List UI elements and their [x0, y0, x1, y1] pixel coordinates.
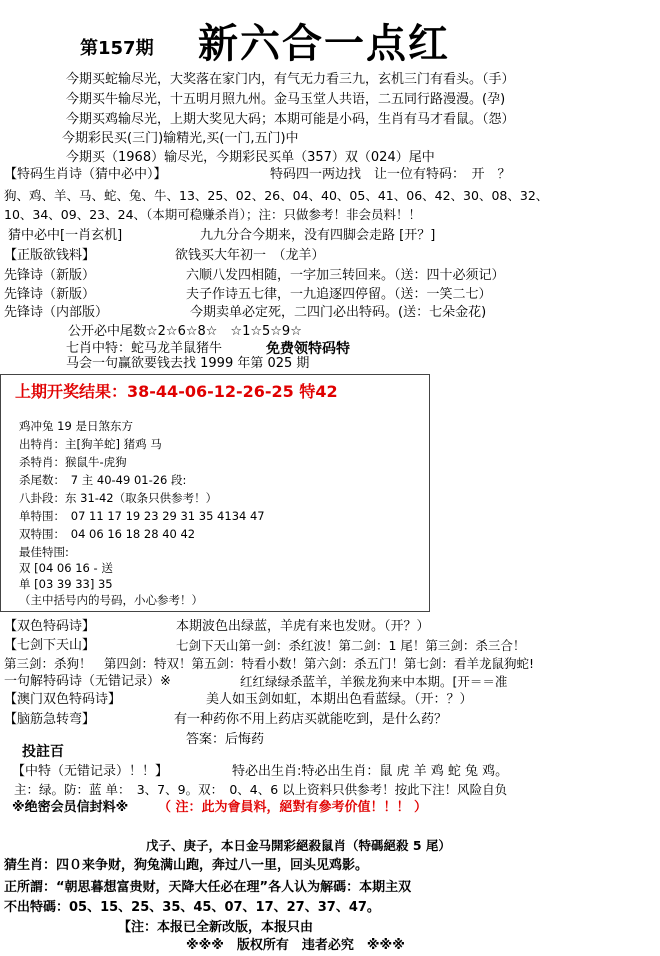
- xianfeng-label-2: 先锋诗（新版）: [4, 287, 96, 302]
- poem-line-2: 今期买牛输尽光，十五明月照九州。金马玉堂人共语，二五同行路漫漫。(孕): [66, 92, 506, 107]
- page-title: 新六合一点红: [198, 20, 450, 67]
- result-box: [0, 374, 430, 612]
- zhengban-right: 欲钱买大年初一 （龙羊）: [175, 248, 325, 263]
- xianfeng-text-3: 今期卖单必定死，二四门必出特码。(送：七朵金花): [190, 305, 487, 320]
- free-title: 免费领特码特: [266, 341, 350, 357]
- zhongte-label: 【中特（无错记录）！！】: [12, 764, 169, 779]
- poem-line-5: 今期买（1968）输尽光，今期彩民买单（357）双（024）尾中: [66, 150, 435, 165]
- gongkai-line: 公开必中尾数☆2☆6☆8☆ ☆1☆5☆9☆: [68, 324, 302, 339]
- result-numbers: 38-44-06-12-26-25 特42: [127, 382, 338, 401]
- xianfeng-label-3: 先锋诗（内部版）: [4, 305, 109, 320]
- naojin-answer: 答案：后悔药: [186, 732, 265, 747]
- result-row: 八卦段：东 31-42（取条只供参考！）: [19, 491, 218, 505]
- caisheng-line: 猜生肖：四０来争财，狗兔满山跑，奔过八一里，回头见鸡影。: [4, 858, 369, 873]
- result-row: 杀特肖：猴鼠牛-虎狗: [19, 455, 127, 469]
- xianfeng-text-2: 夫子作诗五七律，一九追逐四停留。（送：一笑二七）: [186, 287, 492, 302]
- result-row: 杀尾数： 7 主 40-49 01-26 段:: [19, 473, 187, 487]
- zhengban-heading: 【正版欲钱料】: [4, 248, 96, 263]
- result-row: 双特围： 04 06 16 18 28 40 42: [19, 527, 196, 541]
- tezhu-heading: 【特码生肖诗（猜中必中）】: [4, 167, 167, 182]
- buchu-line: 不出特碼：05、15、25、35、45、07、17、27、37、47。: [4, 900, 380, 915]
- result-row: 双 [04 06 16 - 送: [19, 561, 113, 575]
- xianfeng-text-1: 六顺八发四相随，一字加三转回来。（送：四十必须记）: [186, 268, 505, 283]
- shuangse-label: 【双色特码诗】: [4, 619, 96, 634]
- poem-line-1: 今期买蛇输尽光，大奖落在家门内，有气无力看三九，玄机三门有看头。（手）: [66, 72, 515, 87]
- nizhu-label: 投註百: [22, 744, 64, 760]
- naojin-text: 有一种药你不用上药店买就能吃到，是什么药？: [174, 712, 448, 727]
- result-row: 单特围： 07 11 17 19 23 29 31 35 4134 47: [19, 509, 265, 523]
- zhu-line: 主：绿。防：蓝 单： 3、7、9。双： 0、4、6 以上资料只供参考！按此下注！风险自负: [14, 782, 508, 797]
- result-row: （主中括号内的号码，小心参考！）: [19, 593, 203, 607]
- huiyuan-label: ※绝密会员信封料※: [12, 800, 129, 815]
- note-line: 【注：本报已全新改版，本报只由: [118, 920, 314, 935]
- result-heading: [15, 379, 338, 402]
- cai-right: 九九分合今期来，没有四脚会走路 [开？]: [200, 228, 436, 243]
- huiyuan-note: （ 注：此为會員料，絕對有參考价值！！！ ）: [158, 800, 428, 815]
- tezhu-right: 特码四一两边找 让一位有特码： 开 ？: [270, 167, 511, 182]
- jinma-line: 戊子、庚子，本日金马開彩絕殺鼠肖（特碼絕殺 5 尾）: [146, 838, 451, 853]
- qijian-text: 七剑下天山第一剑：杀红波！第二剑：1 尾！第三剑：杀三合！: [176, 638, 526, 653]
- issue-number: 第157期: [80, 38, 154, 59]
- poem-line-3: 今期买鸡输尽光，上期大奖见大码；本期可能是小码，生肖有马才看鼠。（怨）: [66, 112, 515, 127]
- zhengsuo-line: 正所謂：“朝思暮想富贵财，天降大任必在理”各人认为解碼：本期主双: [4, 880, 412, 895]
- cai-left: 猜中必中[一肖玄机]: [8, 228, 123, 243]
- result-row: 鸡冲兔 19 是日煞东方: [19, 419, 133, 433]
- tezhu-numbers-2: 10、34、09、23、24、（本期可稳赚杀肖）；注：只做参考！非会员料！！: [4, 207, 422, 222]
- mahui-line: 马会一句赢欲要钱去找 1999 年第 025 期: [66, 356, 310, 371]
- poem-line-4: 今期彩民买(三门)输精光,买(一门,五门)中: [62, 131, 299, 146]
- yiju-label: 一句解特码诗（无错记录）※: [4, 674, 171, 689]
- qima-line: 七肖中特：蛇马龙羊鼠猪牛: [66, 341, 223, 356]
- zhongte-text: 特必出生肖:特必出生肖：鼠 虎 羊 鸡 蛇 兔 鸡。: [232, 764, 509, 779]
- result-label: 上期开奖结果：: [15, 382, 128, 401]
- result-row: 最佳特围:: [19, 545, 69, 559]
- tezhu-numbers-1: 狗、鸡、羊、马、蛇、兔、牛、13、25、02、26、04、40、05、41、06、42、30、08、32、: [4, 188, 549, 203]
- footer-copyright: ※※※ 版权所有 违者必究 ※※※: [186, 938, 405, 953]
- shuangse-text: 本期波色出绿蓝，羊虎有来也发财。（开？）: [176, 619, 430, 634]
- aomen-text: 美人如玉剑如虹，本期出色看蓝绿。（开：？）: [206, 692, 473, 707]
- xianfeng-label-1: 先锋诗（新版）: [4, 268, 96, 283]
- result-row: 单 [03 39 33] 35: [19, 577, 113, 591]
- result-row: 出特肖：主[狗羊蛇] 猪鸡 马: [19, 437, 162, 451]
- naojin-label: 【脑筋急转弯】: [4, 712, 96, 727]
- yiju-text: 红红绿绿杀蓝羊，羊猴龙狗来中本期。[开＝＝准: [240, 674, 508, 689]
- qijian-label: 【七剑下天山】: [4, 638, 96, 653]
- qijian-line-2: 第三剑：杀狗！ 第四剑：特双！第五剑：特看小数！第六剑：杀五门！第七剑：看羊龙鼠狗蛇!: [4, 656, 535, 671]
- aomen-label: 【澳门双色特码诗】: [4, 692, 122, 707]
